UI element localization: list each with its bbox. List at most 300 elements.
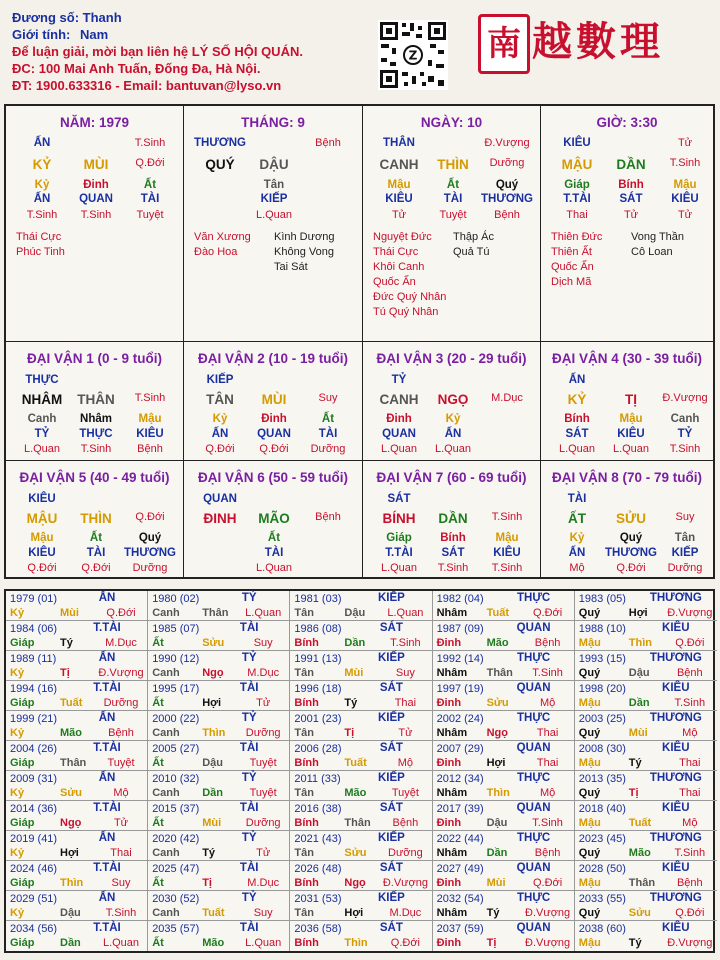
year-phase: Tuyệt	[249, 787, 277, 799]
year-phase: T.Sinh	[532, 667, 563, 679]
pillar-cell	[363, 106, 541, 342]
year-label: 2036 (58)	[294, 923, 342, 935]
pillar-row4-text: Thai	[566, 209, 588, 221]
year-phase: Bệnh	[676, 667, 703, 679]
dai-van-top-text: QUAN	[203, 493, 237, 505]
year-cell[interactable]	[433, 771, 575, 801]
year-stem: Giáp	[10, 637, 35, 649]
year-branch: Mùi	[202, 817, 222, 829]
year-cell[interactable]	[433, 801, 575, 831]
dai-van-row3-text: THỰC	[79, 428, 113, 440]
year-phase: Dưỡng	[245, 817, 281, 829]
dai-van-title: ĐẠI VẬN 5 (40 - 49 tuổi)	[19, 470, 170, 485]
year-phase: Suy	[395, 667, 415, 679]
dai-van-row3-text: ẤN	[211, 428, 229, 440]
year-label: 2037 (59)	[436, 923, 484, 935]
pillar-star-left: Dịch Mã	[551, 276, 592, 288]
year-branch: Sửu	[202, 637, 225, 649]
year-cell[interactable]	[290, 831, 432, 861]
year-branch: Thìn	[486, 787, 510, 799]
year-phase: T.Sinh	[674, 847, 706, 859]
year-cell[interactable]	[148, 771, 290, 801]
year-cell[interactable]	[148, 741, 290, 771]
year-cell[interactable]	[148, 711, 290, 741]
year-phase: Suy	[253, 907, 273, 919]
dai-van-row1-text: DẦN	[438, 511, 468, 526]
contact-invite: Để luận giải, mời bạn liên hệ LÝ SỐ HỘI QUÁN.	[12, 44, 303, 59]
year-branch: Sửu	[486, 697, 509, 709]
year-cell[interactable]	[148, 891, 290, 921]
qr-code-icon[interactable]	[378, 20, 448, 90]
year-star: QUAN	[516, 682, 551, 694]
year-label: 1982 (04)	[436, 593, 484, 605]
year-cell[interactable]	[433, 891, 575, 921]
year-star: QUAN	[516, 622, 551, 634]
contact-phone-email[interactable]: ĐT: 1900.633316 - Email: bantuvan@lyso.vn	[12, 78, 282, 93]
year-star: THƯƠNG	[649, 652, 702, 664]
year-star: ẤN	[98, 832, 116, 844]
year-cell[interactable]	[6, 741, 148, 771]
year-stem: Kỷ	[10, 727, 25, 739]
year-cell[interactable]	[6, 771, 148, 801]
year-cell[interactable]	[290, 741, 432, 771]
year-star: TÀI	[239, 922, 259, 934]
year-stem: Mậu	[578, 757, 601, 769]
year-stem: Đinh	[436, 937, 462, 949]
year-stem: Ất	[152, 877, 164, 889]
pillar-cell	[184, 106, 363, 342]
dai-van-cell	[541, 342, 713, 461]
dai-van-row3-text: KIẾP	[671, 547, 699, 559]
year-label: 2007 (29)	[436, 743, 484, 755]
year-star: TÀI	[239, 682, 259, 694]
pillar-row2-text: Đinh	[83, 179, 109, 191]
year-stem: Kỷ	[10, 847, 25, 859]
year-star: T.TÀI	[93, 622, 121, 634]
year-star: QUAN	[516, 742, 551, 754]
year-cell[interactable]	[433, 741, 575, 771]
year-stem: Bính	[294, 757, 319, 769]
year-branch: Thân	[486, 667, 513, 679]
year-branch: Dậu	[628, 667, 650, 679]
year-cell[interactable]	[148, 801, 290, 831]
year-stem: Nhâm	[436, 727, 468, 739]
year-label: 2029 (51)	[10, 893, 58, 905]
year-star: KIẾP	[377, 772, 405, 784]
pillar-top-text: Đ.Vượng	[484, 137, 530, 149]
year-branch: Tý	[202, 847, 216, 859]
year-stem: Ất	[152, 937, 164, 949]
year-label: 1986 (08)	[294, 623, 342, 635]
year-phase: Mộ	[397, 757, 414, 769]
year-stem: Giáp	[10, 817, 35, 829]
dai-van-row4-text: Q.Đới	[205, 443, 235, 455]
pillar-star-right: Cô Loan	[631, 246, 673, 258]
year-cell[interactable]	[575, 861, 717, 891]
year-cell[interactable]	[290, 711, 432, 741]
dai-van-row3-text: KIÊU	[493, 547, 521, 559]
year-star: ẤN	[98, 592, 116, 604]
dai-van-row2-text: Tân	[674, 532, 696, 544]
year-label: 2028 (50)	[578, 863, 626, 875]
year-cell[interactable]	[148, 681, 290, 711]
year-cell[interactable]	[148, 861, 290, 891]
year-branch: Ngọ	[60, 817, 82, 829]
year-branch: Tị	[344, 727, 355, 739]
pillar-row4-text: Tuyệt	[136, 209, 164, 221]
pillar-top-text: T.Sinh	[134, 137, 166, 149]
dai-van-row4-text: L.Quan	[612, 443, 650, 455]
year-stem: Nhâm	[436, 667, 468, 679]
pillar-row2-text: Mậu	[387, 179, 411, 191]
year-phase: Tử	[256, 847, 271, 859]
brand-logo: 越數理	[532, 18, 664, 65]
dai-van-row2-text: Bính	[440, 532, 466, 544]
year-stem: Canh	[152, 907, 180, 919]
dai-van-title: ĐẠI VẬN 3 (20 - 29 tuổi)	[376, 351, 527, 366]
year-cell[interactable]	[148, 921, 290, 951]
pillar-star-left: Đào Hoa	[194, 246, 238, 258]
pillar-star-left: Khôi Canh	[373, 261, 425, 273]
year-cell[interactable]	[148, 651, 290, 681]
dai-van-row3-text: KIÊU	[617, 428, 645, 440]
year-phase: L.Quan	[387, 607, 424, 619]
year-cell[interactable]	[433, 711, 575, 741]
year-branch: Dậu	[60, 907, 81, 919]
year-phase: Bệnh	[534, 847, 561, 859]
year-stem: Nhâm	[436, 787, 468, 799]
year-cell[interactable]	[433, 861, 575, 891]
year-phase: Bệnh	[534, 637, 561, 649]
dai-van-row3-text: TỶ	[34, 428, 50, 440]
year-cell[interactable]	[290, 861, 432, 891]
pillar-row4-text: Tử	[677, 209, 693, 221]
pillar-row3-text: KIẾP	[260, 193, 288, 205]
year-phase: Mộ	[539, 697, 556, 709]
pillar-star-right: Thập Ác	[453, 231, 494, 243]
year-phase: Q.Đới	[675, 637, 705, 649]
pillar-star-left: Thái Cực	[16, 231, 62, 243]
year-star: THỰC	[517, 592, 551, 604]
year-label: 2021 (43)	[294, 833, 342, 845]
pillar-star-right: Kình Dương	[274, 231, 335, 243]
year-branch: Hợi	[486, 757, 506, 769]
year-cell[interactable]	[148, 831, 290, 861]
pillar-star-left: Tú Quý Nhân	[373, 306, 439, 318]
year-label: 1981 (03)	[294, 593, 342, 605]
year-cell[interactable]	[575, 651, 717, 681]
year-star: ẤN	[98, 652, 116, 664]
year-label: 2006 (28)	[294, 743, 342, 755]
dai-van-row4-text: Dưỡng	[667, 562, 703, 574]
year-label: 2020 (42)	[152, 833, 200, 845]
pillar-row3-text: SÁT	[619, 193, 643, 205]
pillar-row3-text: KIÊU	[671, 193, 699, 205]
year-star: TÀI	[239, 802, 259, 814]
dai-van-row4-text: T.Sinh	[80, 443, 112, 455]
year-branch: Dần	[628, 697, 650, 709]
year-branch: Mão	[486, 637, 509, 649]
dai-van-row4-text: L.Quan	[23, 443, 61, 455]
year-branch: Thìn	[60, 877, 84, 889]
dai-van-row1-text: Suy	[675, 511, 695, 523]
dai-van-cell	[363, 461, 541, 577]
year-cell[interactable]	[575, 771, 717, 801]
year-label: 1983 (05)	[578, 593, 626, 605]
dai-van-top-text: KIÊU	[28, 493, 56, 505]
year-label: 1992 (14)	[436, 653, 484, 665]
year-cell[interactable]	[6, 801, 148, 831]
year-cell[interactable]	[6, 891, 148, 921]
year-label: 2000 (22)	[152, 713, 200, 725]
year-stem: Mậu	[578, 877, 601, 889]
year-star: THƯƠNG	[649, 592, 702, 604]
dai-van-row2-text: Đinh	[261, 413, 287, 425]
year-star: THƯƠNG	[649, 772, 702, 784]
pillar-row4-text: Tuyệt	[439, 209, 467, 221]
year-star: TỶ	[241, 892, 257, 904]
year-label: 1997 (19)	[436, 683, 484, 695]
dai-van-title: ĐẠI VẬN 4 (30 - 39 tuổi)	[551, 351, 703, 366]
dai-van-row2-text: Mậu	[619, 413, 643, 425]
year-cell[interactable]	[290, 771, 432, 801]
dai-van-row2-text: Mậu	[138, 413, 162, 425]
year-phase: M.Dục	[247, 667, 280, 679]
gender-value: Nam	[79, 27, 109, 42]
year-cell[interactable]	[290, 921, 432, 951]
dai-van-row2-text: Kỷ	[445, 413, 461, 425]
dai-van-row2-text: Ất	[321, 413, 335, 425]
year-cell[interactable]	[575, 711, 717, 741]
year-cell[interactable]	[6, 681, 148, 711]
owner-name-row	[12, 9, 303, 26]
year-stem: Bính	[294, 697, 319, 709]
year-branch: Hợi	[628, 607, 648, 619]
year-star: KIÊU	[662, 802, 690, 814]
year-stem: Quý	[578, 847, 601, 859]
year-branch: Hợi	[202, 697, 222, 709]
dai-van-top-text: THỰC	[25, 374, 59, 386]
year-branch: Tị	[486, 937, 497, 949]
year-cell[interactable]	[290, 891, 432, 921]
year-branch: Thìn	[344, 937, 368, 949]
dai-van-title: ĐẠI VẬN 7 (60 - 69 tuổi)	[376, 470, 527, 485]
pillar-row4-text: Tử	[623, 209, 639, 221]
year-cell[interactable]	[148, 621, 290, 651]
year-cell[interactable]	[433, 591, 575, 621]
year-cell[interactable]	[6, 861, 148, 891]
year-branch: Tý	[486, 907, 500, 919]
year-phase: Đ.Vượng	[667, 607, 713, 619]
year-label: 2012 (34)	[436, 773, 484, 785]
year-branch: Thân	[628, 877, 656, 889]
year-cell[interactable]	[433, 921, 575, 951]
year-cell[interactable]	[575, 681, 717, 711]
year-star: SÁT	[379, 922, 403, 934]
year-phase: Mộ	[539, 787, 556, 799]
year-stem: Tân	[294, 907, 314, 919]
year-phase: M.Dục	[105, 637, 137, 649]
year-cell[interactable]	[433, 651, 575, 681]
dai-van-row1-text: Suy	[318, 392, 338, 404]
year-label: 2032 (54)	[436, 893, 484, 905]
pillar-row3-text: TÀI	[140, 193, 160, 205]
year-label: 2035 (57)	[152, 923, 200, 935]
dai-van-cell	[6, 342, 184, 461]
year-phase: Mộ	[682, 727, 698, 739]
year-cell[interactable]	[6, 711, 148, 741]
year-cell[interactable]	[290, 681, 432, 711]
pillar-row1-text: MÙI	[83, 157, 109, 172]
year-star: THƯƠNG	[649, 712, 702, 724]
year-cell[interactable]	[575, 831, 717, 861]
year-star: KIÊU	[662, 862, 690, 874]
year-star: THƯƠNG	[649, 892, 702, 904]
year-label: 2025 (47)	[152, 863, 200, 875]
pillar-row1-text: Dưỡng	[489, 157, 525, 169]
year-star: TÀI	[239, 742, 259, 754]
year-phase: Mộ	[113, 787, 129, 799]
year-star: T.TÀI	[93, 802, 121, 814]
dai-van-row1-text: ĐINH	[203, 511, 237, 526]
year-label: 2001 (23)	[294, 713, 342, 725]
pillar-star-left: Văn Xương	[194, 231, 251, 243]
year-cell[interactable]	[6, 921, 148, 951]
year-cell[interactable]	[575, 801, 717, 831]
pillar-row2-text: Quý	[495, 179, 519, 191]
year-stem: Nhâm	[436, 847, 468, 859]
year-label: 2038 (60)	[578, 923, 626, 935]
year-star: T.TÀI	[93, 922, 121, 934]
pillar-row2-text: Ất	[446, 179, 460, 191]
year-branch: Tý	[628, 757, 642, 769]
year-phase: Đ.Vượng	[525, 937, 571, 949]
year-label: 2019 (41)	[10, 833, 58, 845]
dai-van-row2-text: Nhâm	[80, 413, 112, 425]
year-label: 1984 (06)	[10, 623, 58, 635]
pillar-row1-text: DẬU	[259, 157, 289, 172]
dai-van-row4-text: L.Quan	[255, 562, 293, 574]
pillar-star-left: Nguyệt Đức	[373, 231, 432, 243]
dai-van-cell	[184, 342, 363, 461]
year-cell[interactable]	[433, 831, 575, 861]
year-phase: Tử	[398, 727, 413, 739]
owner-name-label: Đương số:	[12, 10, 80, 25]
year-cell[interactable]	[290, 621, 432, 651]
year-cell[interactable]	[575, 591, 717, 621]
year-phase: T.Sinh	[532, 817, 563, 829]
year-cell[interactable]	[575, 621, 717, 651]
dai-van-row1-text: Bệnh	[315, 511, 341, 523]
dai-van-row3-text: T.TÀI	[385, 547, 413, 559]
year-star: T.TÀI	[93, 862, 121, 874]
owner-info	[12, 9, 303, 94]
year-stem: Giáp	[10, 697, 35, 709]
year-branch: Mão	[628, 847, 651, 859]
year-phase: Tử	[256, 697, 271, 709]
year-branch: Tuất	[344, 757, 367, 769]
year-cell[interactable]	[6, 591, 148, 621]
contact-address: ĐC: 100 Mai Anh Tuấn, Đống Đa, Hà Nội.	[12, 61, 261, 76]
gender-label: Giới tính:	[12, 27, 71, 42]
dai-van-row1-text: Đ.Vượng	[662, 392, 708, 404]
year-star: TỶ	[241, 712, 257, 724]
year-star: ẤN	[98, 892, 116, 904]
dai-van-row4-text: Q.Đới	[259, 443, 289, 455]
year-branch: Ngọ	[486, 727, 508, 739]
dai-van-title: ĐẠI VẬN 2 (10 - 19 tuổi)	[197, 351, 349, 366]
year-cell[interactable]	[575, 921, 717, 951]
year-cell[interactable]	[148, 591, 290, 621]
year-cell[interactable]	[575, 891, 717, 921]
dai-van-row4-text: Mộ	[569, 562, 585, 574]
dai-van-row2-text: Mậu	[30, 532, 54, 544]
year-stem: Bính	[294, 817, 319, 829]
dai-van-row3-text: ẤN	[568, 547, 586, 559]
year-branch: Dậu	[344, 607, 366, 619]
pillar-row1-text: MẬU	[561, 157, 593, 172]
year-stem: Giáp	[10, 937, 35, 949]
year-label: 2011 (33)	[294, 773, 341, 785]
year-label: 1980 (02)	[152, 593, 200, 605]
year-star: KIÊU	[662, 742, 690, 754]
year-cell[interactable]	[6, 831, 148, 861]
year-stem: Tân	[294, 727, 314, 739]
year-star: KIẾP	[377, 592, 405, 604]
year-branch: Tị	[60, 667, 70, 679]
year-cell[interactable]	[290, 591, 432, 621]
dai-van-row2-text: Quý	[138, 532, 162, 544]
year-star: TỶ	[241, 652, 257, 664]
year-label: 2009 (31)	[10, 773, 58, 785]
year-stem: Mậu	[578, 937, 601, 949]
year-star: TỶ	[241, 832, 257, 844]
year-cell[interactable]	[433, 681, 575, 711]
year-label: 2004 (26)	[10, 743, 58, 755]
year-phase: Q.Đới	[675, 907, 705, 919]
year-cell[interactable]	[433, 621, 575, 651]
year-cell[interactable]	[290, 651, 432, 681]
dai-van-row1-text: THÂN	[77, 392, 115, 407]
dai-van-row1-text: T.Sinh	[134, 392, 166, 404]
pillar-row1-text: T.Sinh	[669, 157, 701, 169]
dai-van-row1-text: MÃO	[258, 511, 290, 526]
dai-van-title: ĐẠI VẬN 8 (70 - 79 tuổi)	[551, 470, 703, 485]
dai-van-row4-text: L.Quan	[434, 443, 472, 455]
year-branch: Dậu	[486, 817, 508, 829]
pillar-title: NĂM: 1979	[59, 115, 130, 130]
year-cell[interactable]	[6, 621, 148, 651]
dai-van-row1-text: TÂN	[206, 392, 234, 407]
year-stem: Canh	[152, 607, 180, 619]
year-phase: Đ.Vượng	[98, 667, 144, 679]
year-cell[interactable]	[575, 741, 717, 771]
dai-van-top-text: SÁT	[387, 493, 411, 505]
pillar-row2-text: Tân	[263, 179, 285, 191]
year-phase: L.Quan	[245, 937, 282, 949]
year-branch: Hợi	[60, 847, 79, 859]
dai-van-cell	[6, 461, 184, 577]
year-cell[interactable]	[6, 651, 148, 681]
pillar-star-left: Quốc Ấn	[373, 276, 416, 288]
pillar-row1-text: DẦN	[616, 157, 646, 172]
year-star: THỰC	[517, 892, 551, 904]
year-phase: M.Dục	[247, 877, 280, 889]
dai-van-row1-text: Q.Đới	[135, 511, 165, 523]
dai-van-row4-text: Q.Đới	[27, 562, 57, 574]
year-star: THƯƠNG	[649, 832, 702, 844]
year-cell[interactable]	[290, 801, 432, 831]
